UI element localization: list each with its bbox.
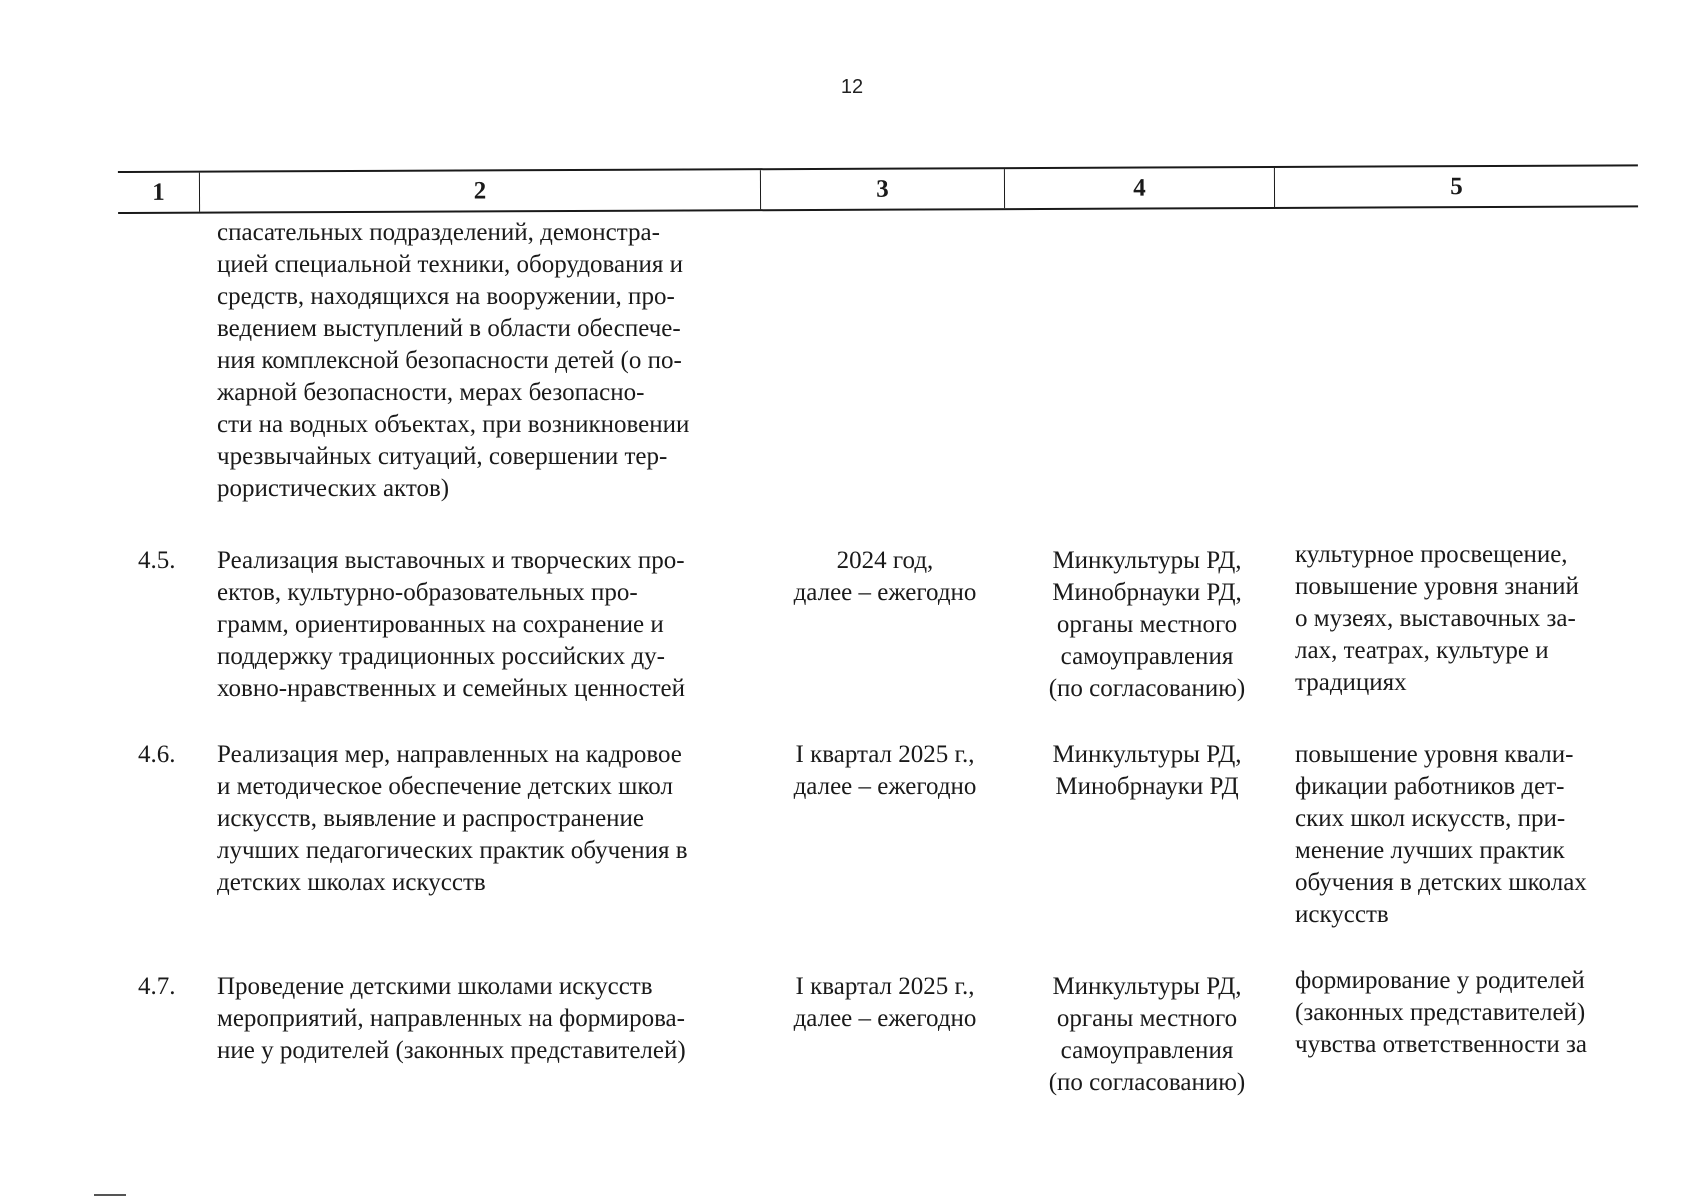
- row-result: повышение уровня квали- фикации работников дет- ских школ искусств, при- менение лучших практик обучения в детских школах искусств: [1295, 741, 1587, 928]
- column-header-5: 5: [1450, 172, 1463, 200]
- row-number: 4.5.: [138, 547, 176, 574]
- page-number: 12: [840, 76, 864, 98]
- column-header-2: 2: [200, 170, 761, 211]
- row-number: 4.7.: [138, 973, 176, 1000]
- row-description: Реализация выставочных и творческих про- ектов, культурно-образовательных про- грамм, ориентированных на сохранение и поддержку традиционных российских ду- ховно-нравственных и семейных ценностей: [217, 547, 685, 702]
- row-term: I квартал 2025 г., далее – ежегодно: [793, 973, 977, 1032]
- row-term: 2024 год, далее – ежегодно: [793, 547, 977, 606]
- row-term: I квартал 2025 г., далее – ежегодно: [793, 741, 977, 800]
- row-description: спасательных подразделений, демонстра- цией специальной техники, оборудования и средств, находящихся на вооружении, про- ведением выступлений в области обеспече- ния комплексной безопасности детей (о по- жарной безопасности, мерах безопасно- сти на водных объектах, при возникновении чрезвычайных ситуаций, совершении тер- рористических актов): [217, 219, 690, 502]
- column-header-1: 1: [118, 173, 200, 212]
- row-responsible: Минкультуры РД, Минобрнауки РД: [1052, 741, 1242, 800]
- row-result: культурное просвещение, повышение уровня знаний о музеях, выставочных за- лах, театрах, культуре и традициях: [1295, 541, 1579, 696]
- scan-artifact-line: [94, 1194, 126, 1196]
- row-number: 4.6.: [138, 741, 176, 768]
- row-responsible: Минкультуры РД, Минобрнауки РД, органы местного самоуправления (по согласованию): [1048, 547, 1246, 702]
- row-responsible: Минкультуры РД, органы местного самоуправления (по согласованию): [1048, 973, 1246, 1096]
- row-result: формирование у родителей (законных представителей) чувства ответственности за: [1295, 967, 1587, 1058]
- row-description: Проведение детскими школами искусств мероприятий, направленных на формирова- ние у родителей (законных представителей): [217, 973, 686, 1064]
- row-description: Реализация мер, направленных на кадровое и методическое обеспечение детских школ искусств, выявление и распространение лучших педагогических практик обучения в детских школах искусств: [217, 741, 688, 896]
- column-header-3: 3: [761, 169, 1005, 209]
- table-header-row: [118, 164, 1638, 214]
- column-header-4: 4: [1005, 168, 1275, 208]
